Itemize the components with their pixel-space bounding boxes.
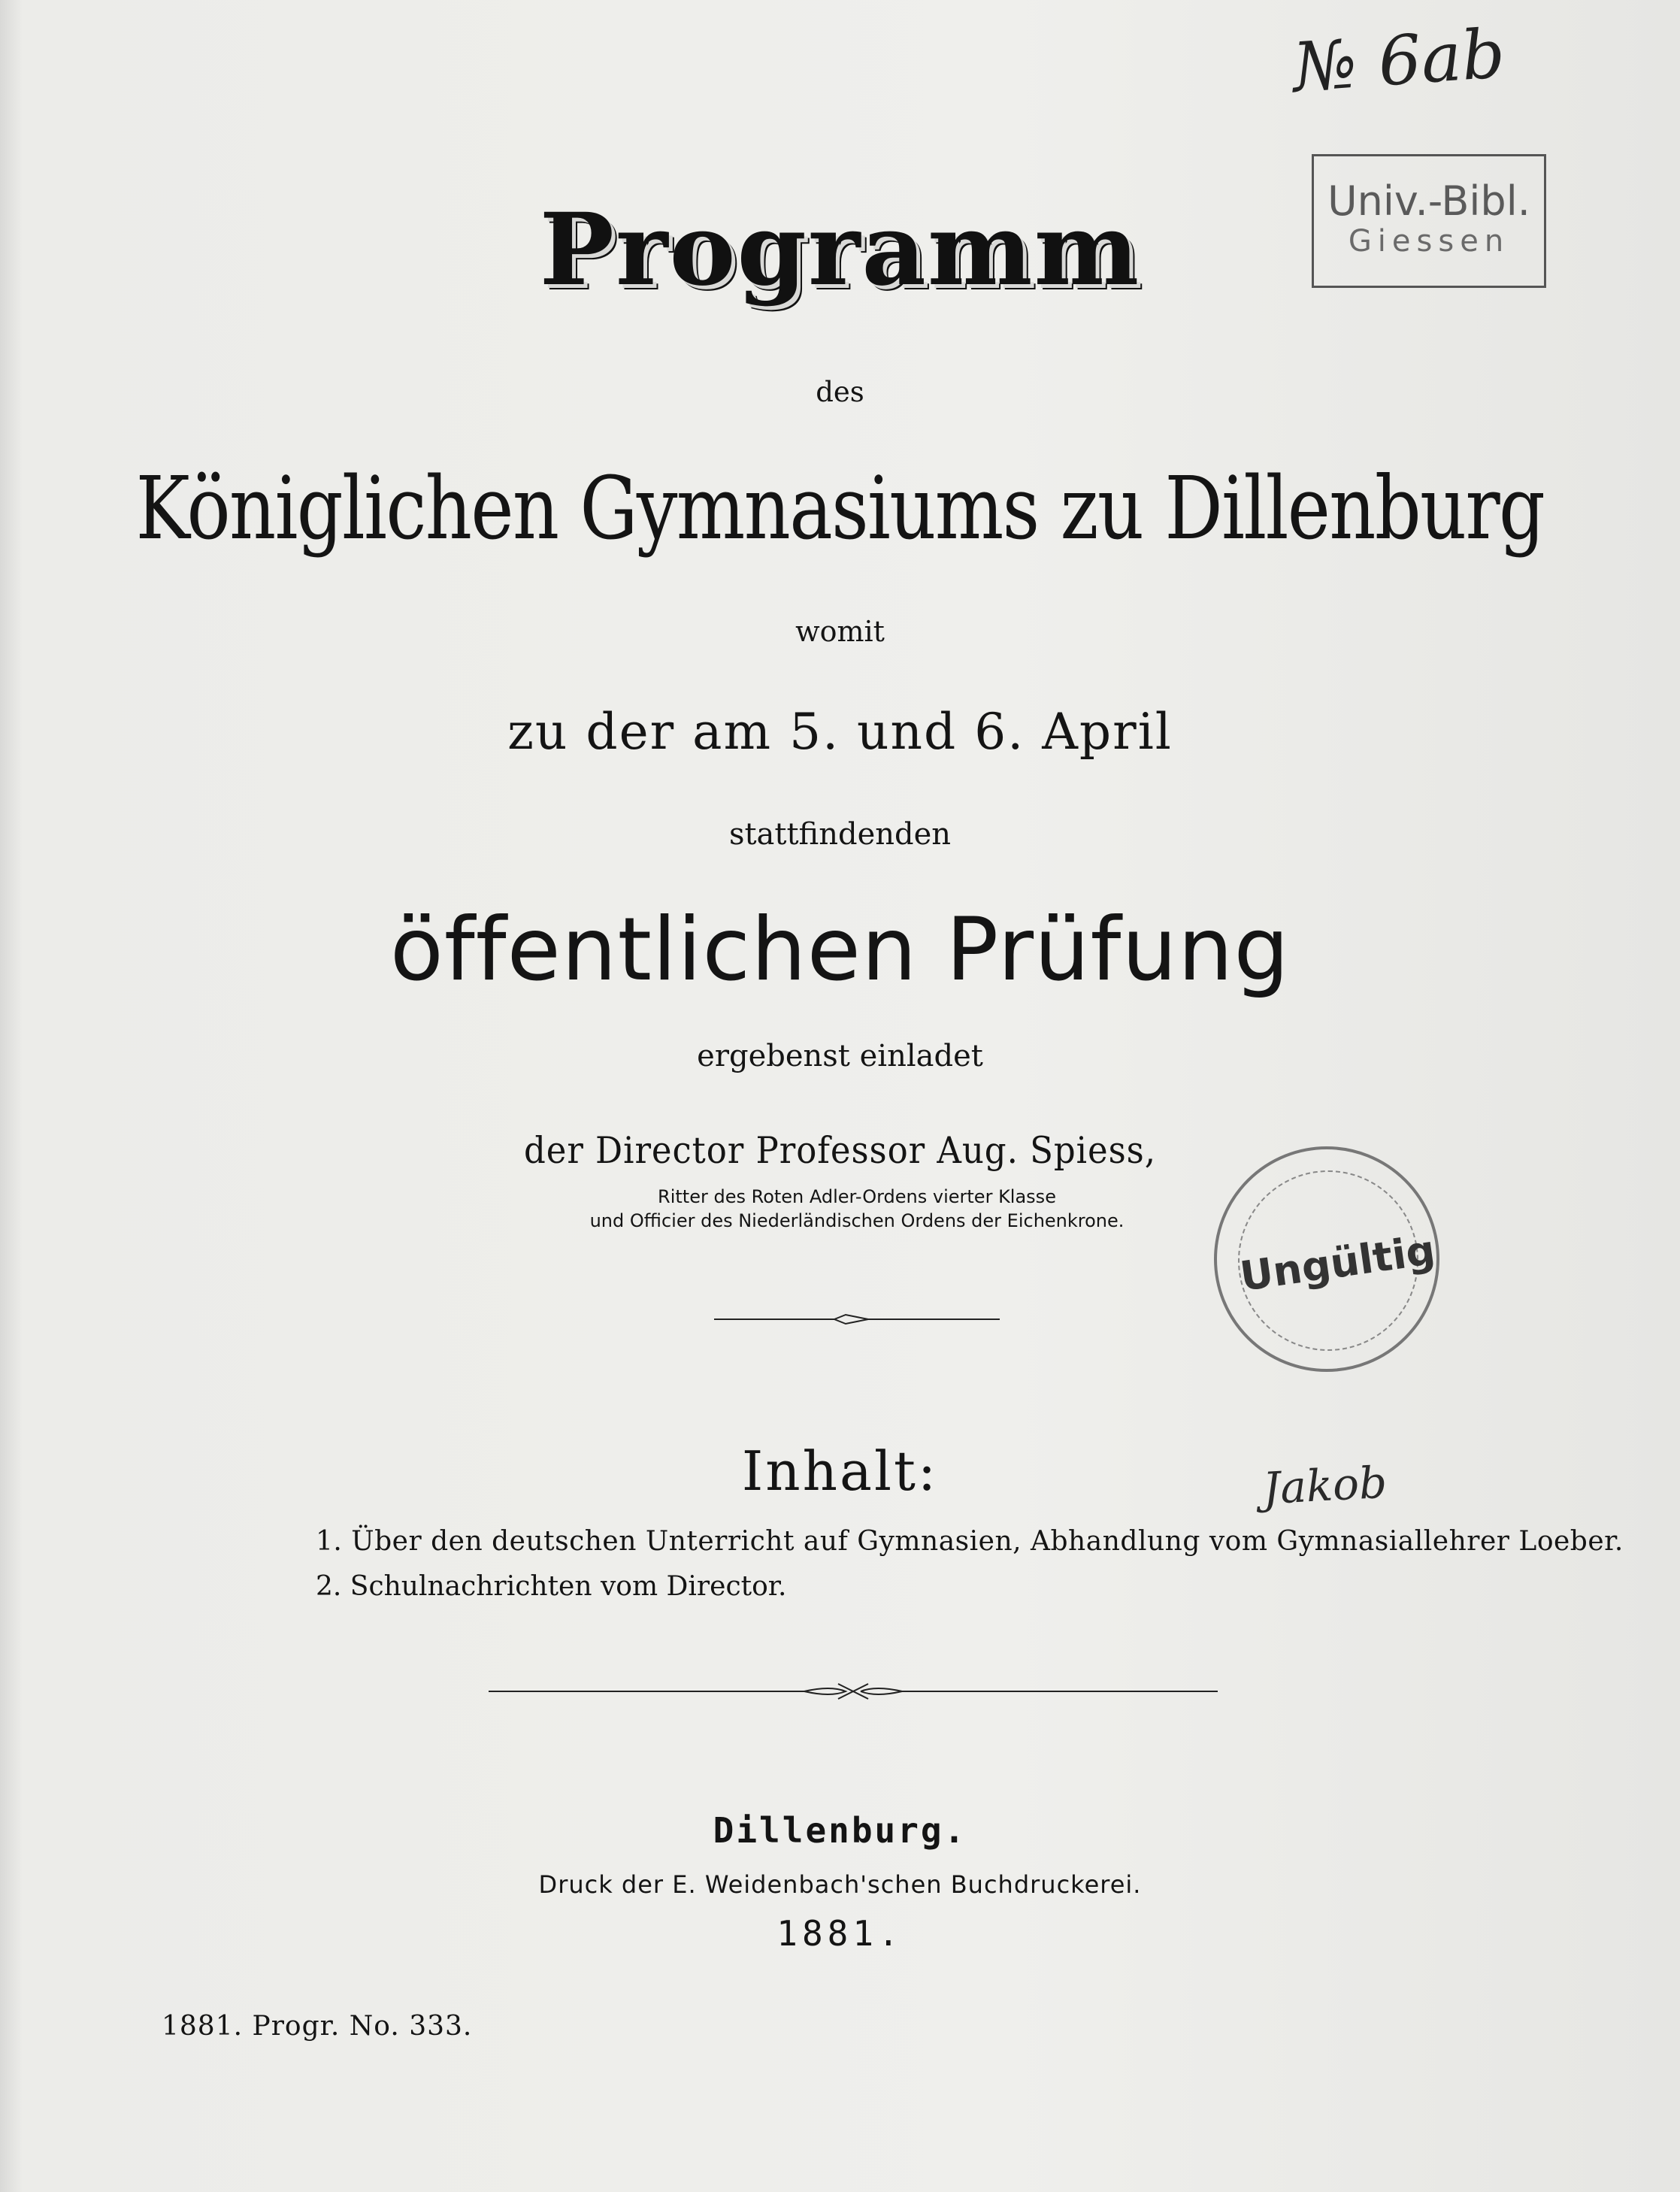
contents-heading: Inhalt:	[741, 1440, 939, 1503]
round-stamp-word: Ungültig	[1237, 1226, 1439, 1300]
imprint-city: Dillenburg.	[713, 1810, 967, 1851]
stattfindenden-line: stattfindenden	[728, 817, 952, 852]
director-line: der Director Professor Aug. Spiess,	[523, 1129, 1156, 1172]
program-number: 1881. Progr. No. 333.	[162, 2011, 473, 2042]
date-line: zu der am 5. und 6. April	[507, 703, 1173, 761]
library-stamp-line1: Univ.-Bibl.	[1327, 177, 1530, 225]
contents-item-1: 1. Über den deutschen Unterricht auf Gymnasien, Abhandlung vom Gymnasiallehrer Loeber.	[316, 1526, 1624, 1557]
pruefung-heading: öffentlichen Prüfung	[389, 899, 1291, 1001]
library-stamp-line2: Giessen	[1348, 224, 1510, 259]
des-line: des	[816, 376, 864, 408]
contents-item-2: 2. Schulnachrichten vom Director.	[316, 1571, 787, 1602]
honor-line-1: Ritter des Roten Adler-Ordens vierter Klasse	[658, 1186, 1056, 1207]
round-stamp	[1214, 1146, 1439, 1372]
imprint-year: 1881.	[776, 1913, 904, 1954]
ornament-divider-2	[489, 1676, 1218, 1706]
imprint-printer: Druck der E. Weidenbach'schen Buchdruckerei.	[538, 1870, 1142, 1899]
page-title: Programm	[539, 192, 1141, 308]
handwritten-catalog-number: № 6ab	[1290, 14, 1508, 108]
school-name: Königlichen Gymnasiums zu Dillenburg	[135, 459, 1545, 559]
ornament-divider-1	[714, 1308, 1000, 1331]
womit-line: womit	[795, 615, 885, 648]
honor-line-2: und Officier des Niederländischen Ordens der Eichenkrone.	[589, 1210, 1125, 1231]
einladet-line: ergebenst einladet	[697, 1039, 983, 1073]
handwritten-name: Jakob	[1261, 1456, 1388, 1515]
